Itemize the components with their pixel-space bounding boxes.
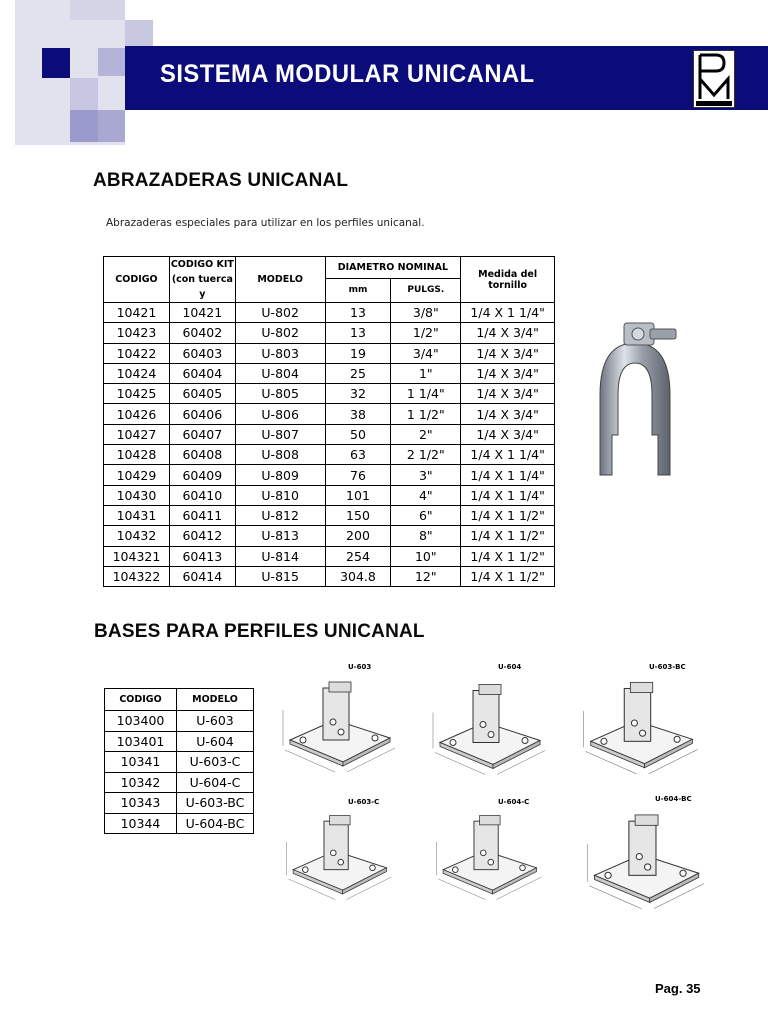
cell-codigo: 10429 xyxy=(104,465,170,485)
cell-tornillo: 1/4 X 1 1/2" xyxy=(461,505,555,525)
cell-modelo: U-804 xyxy=(235,363,325,383)
base-drawing xyxy=(275,660,400,780)
cell-kit: 60408 xyxy=(169,445,235,465)
table-row xyxy=(105,772,254,793)
cell-pulgs: 2 1/2" xyxy=(391,445,461,465)
clamp-product-image xyxy=(580,315,690,485)
col-header-codigo: CODIGO xyxy=(104,257,170,303)
base-drawing xyxy=(425,795,550,907)
cell-tornillo: 1/4 X 1 1/2" xyxy=(461,546,555,566)
cell-mm: 63 xyxy=(325,445,391,465)
cell-modelo: U-815 xyxy=(235,566,325,586)
cell-kit: 60410 xyxy=(169,485,235,505)
table-row xyxy=(104,404,555,424)
cell-modelo: U-803 xyxy=(235,343,325,363)
cell-codigo: 10425 xyxy=(104,384,170,404)
cell-mm: 13 xyxy=(325,323,391,343)
cell-mm: 101 xyxy=(325,485,391,505)
cell-modelo: U-802 xyxy=(235,323,325,343)
page-number: Pag. 35 xyxy=(655,981,701,996)
base-drawing xyxy=(425,660,550,785)
base-drawing xyxy=(575,660,703,782)
cell-codigo: 10343 xyxy=(105,793,177,814)
cell-modelo: U-808 xyxy=(235,445,325,465)
company-logo xyxy=(693,50,735,108)
col-header-codigo-kit: CODIGO KIT (con tuerca y xyxy=(169,257,235,303)
table-row xyxy=(105,793,254,814)
col-header-modelo: MODELO xyxy=(177,689,254,711)
cell-kit: 60403 xyxy=(169,343,235,363)
table-row xyxy=(104,566,555,586)
cell-kit: 60412 xyxy=(169,526,235,546)
cell-codigo: 10424 xyxy=(104,363,170,383)
cell-kit: 60404 xyxy=(169,363,235,383)
col-header-diametro: DIAMETRO NOMINAL xyxy=(325,257,461,279)
cell-kit: 60414 xyxy=(169,566,235,586)
cell-modelo: U-814 xyxy=(235,546,325,566)
bases-table xyxy=(104,688,254,834)
table-row xyxy=(104,424,555,444)
cell-modelo: U-809 xyxy=(235,465,325,485)
table-row xyxy=(105,813,254,834)
cell-tornillo: 1/4 X 3/4" xyxy=(461,363,555,383)
cell-codigo: 10422 xyxy=(104,343,170,363)
col-header-pulgs: PULGS. xyxy=(391,278,461,302)
cell-kit: 60413 xyxy=(169,546,235,566)
cell-modelo: U-806 xyxy=(235,404,325,424)
cell-pulgs: 6" xyxy=(391,505,461,525)
cell-tornillo: 1/4 X 1 1/4" xyxy=(461,303,555,323)
cell-codigo: 104322 xyxy=(104,566,170,586)
section-title-bases: BASES PARA PERFILES UNICANAL xyxy=(94,621,425,642)
cell-modelo: U-603-BC xyxy=(177,793,254,814)
table-row xyxy=(104,303,555,323)
cell-modelo: U-805 xyxy=(235,384,325,404)
cell-codigo: 10341 xyxy=(105,752,177,773)
table-row xyxy=(104,546,555,566)
cell-codigo: 10428 xyxy=(104,445,170,465)
cell-mm: 254 xyxy=(325,546,391,566)
cell-pulgs: 2" xyxy=(391,424,461,444)
cell-pulgs: 4" xyxy=(391,485,461,505)
cell-codigo: 10426 xyxy=(104,404,170,424)
cell-kit: 60411 xyxy=(169,505,235,525)
base-drawing xyxy=(575,792,713,917)
cell-tornillo: 1/4 X 1 1/2" xyxy=(461,566,555,586)
table-row xyxy=(105,711,254,732)
cell-mm: 32 xyxy=(325,384,391,404)
table-row xyxy=(105,752,254,773)
cell-codigo: 10432 xyxy=(104,526,170,546)
cell-codigo: 103400 xyxy=(105,711,177,732)
cell-modelo: U-604-BC xyxy=(177,813,254,834)
cell-kit: 60409 xyxy=(169,465,235,485)
cell-codigo: 103401 xyxy=(105,731,177,752)
cell-modelo: U-604-C xyxy=(177,772,254,793)
cell-mm: 25 xyxy=(325,363,391,383)
cell-modelo: U-813 xyxy=(235,526,325,546)
cell-tornillo: 1/4 X 1 1/4" xyxy=(461,485,555,505)
table-row xyxy=(105,731,254,752)
drawing-label: U-604 xyxy=(498,663,522,671)
cell-codigo: 10431 xyxy=(104,505,170,525)
cell-tornillo: 1/4 X 3/4" xyxy=(461,404,555,424)
cell-mm: 19 xyxy=(325,343,391,363)
cell-mm: 76 xyxy=(325,465,391,485)
cell-tornillo: 1/4 X 3/4" xyxy=(461,343,555,363)
table-row xyxy=(104,445,555,465)
abrazaderas-table xyxy=(103,256,555,587)
drawing-label: U-604-C xyxy=(498,798,530,806)
col-header-tornillo: Medida del tornillo xyxy=(461,257,555,303)
cell-pulgs: 12" xyxy=(391,566,461,586)
section-description: Abrazaderas especiales para utilizar en los perfiles unicanal. xyxy=(106,217,425,229)
cell-modelo: U-604 xyxy=(177,731,254,752)
cell-mm: 304.8 xyxy=(325,566,391,586)
cell-pulgs: 3" xyxy=(391,465,461,485)
cell-kit: 10421 xyxy=(169,303,235,323)
table-row xyxy=(104,465,555,485)
cell-pulgs: 3/4" xyxy=(391,343,461,363)
cell-mm: 50 xyxy=(325,424,391,444)
col-header-codigo: CODIGO xyxy=(105,689,177,711)
cell-tornillo: 1/4 X 3/4" xyxy=(461,424,555,444)
cell-mm: 13 xyxy=(325,303,391,323)
cell-tornillo: 1/4 X 1 1/2" xyxy=(461,526,555,546)
cell-modelo: U-603-C xyxy=(177,752,254,773)
table-row xyxy=(104,363,555,383)
cell-mm: 38 xyxy=(325,404,391,424)
table-row xyxy=(104,505,555,525)
page-title: SISTEMA MODULAR UNICANAL xyxy=(160,60,535,88)
cell-tornillo: 1/4 X 1 1/4" xyxy=(461,445,555,465)
cell-codigo: 10342 xyxy=(105,772,177,793)
cell-pulgs: 1 1/2" xyxy=(391,404,461,424)
cell-kit: 60405 xyxy=(169,384,235,404)
cell-codigo: 10344 xyxy=(105,813,177,834)
drawing-label: U-603-C xyxy=(348,798,380,806)
cell-kit: 60402 xyxy=(169,323,235,343)
table-row xyxy=(104,526,555,546)
cell-kit: 60407 xyxy=(169,424,235,444)
drawing-label: U-603-BC xyxy=(649,663,686,671)
cell-codigo: 10423 xyxy=(104,323,170,343)
table-row xyxy=(104,485,555,505)
table-row xyxy=(104,343,555,363)
base-drawing xyxy=(275,795,400,907)
drawing-label: U-604-BC xyxy=(655,795,692,803)
cell-codigo: 10430 xyxy=(104,485,170,505)
table-row xyxy=(104,384,555,404)
cell-mm: 150 xyxy=(325,505,391,525)
cell-pulgs: 8" xyxy=(391,526,461,546)
col-header-mm: mm xyxy=(325,278,391,302)
cell-modelo: U-603 xyxy=(177,711,254,732)
cell-codigo: 104321 xyxy=(104,546,170,566)
cell-tornillo: 1/4 X 3/4" xyxy=(461,323,555,343)
cell-tornillo: 1/4 X 3/4" xyxy=(461,384,555,404)
cell-modelo: U-807 xyxy=(235,424,325,444)
cell-pulgs: 1/2" xyxy=(391,323,461,343)
cell-pulgs: 3/8" xyxy=(391,303,461,323)
table-row xyxy=(104,323,555,343)
cell-pulgs: 1 1/4" xyxy=(391,384,461,404)
cell-codigo: 10421 xyxy=(104,303,170,323)
cell-modelo: U-812 xyxy=(235,505,325,525)
cell-modelo: U-802 xyxy=(235,303,325,323)
cell-kit: 60406 xyxy=(169,404,235,424)
drawing-label: U-603 xyxy=(348,663,372,671)
cell-tornillo: 1/4 X 1 1/4" xyxy=(461,465,555,485)
section-title-abrazaderas: ABRAZADERAS UNICANAL xyxy=(93,170,349,191)
cell-mm: 200 xyxy=(325,526,391,546)
cell-pulgs: 10" xyxy=(391,546,461,566)
cell-pulgs: 1" xyxy=(391,363,461,383)
col-header-modelo: MODELO xyxy=(235,257,325,303)
cell-codigo: 10427 xyxy=(104,424,170,444)
cell-modelo: U-810 xyxy=(235,485,325,505)
